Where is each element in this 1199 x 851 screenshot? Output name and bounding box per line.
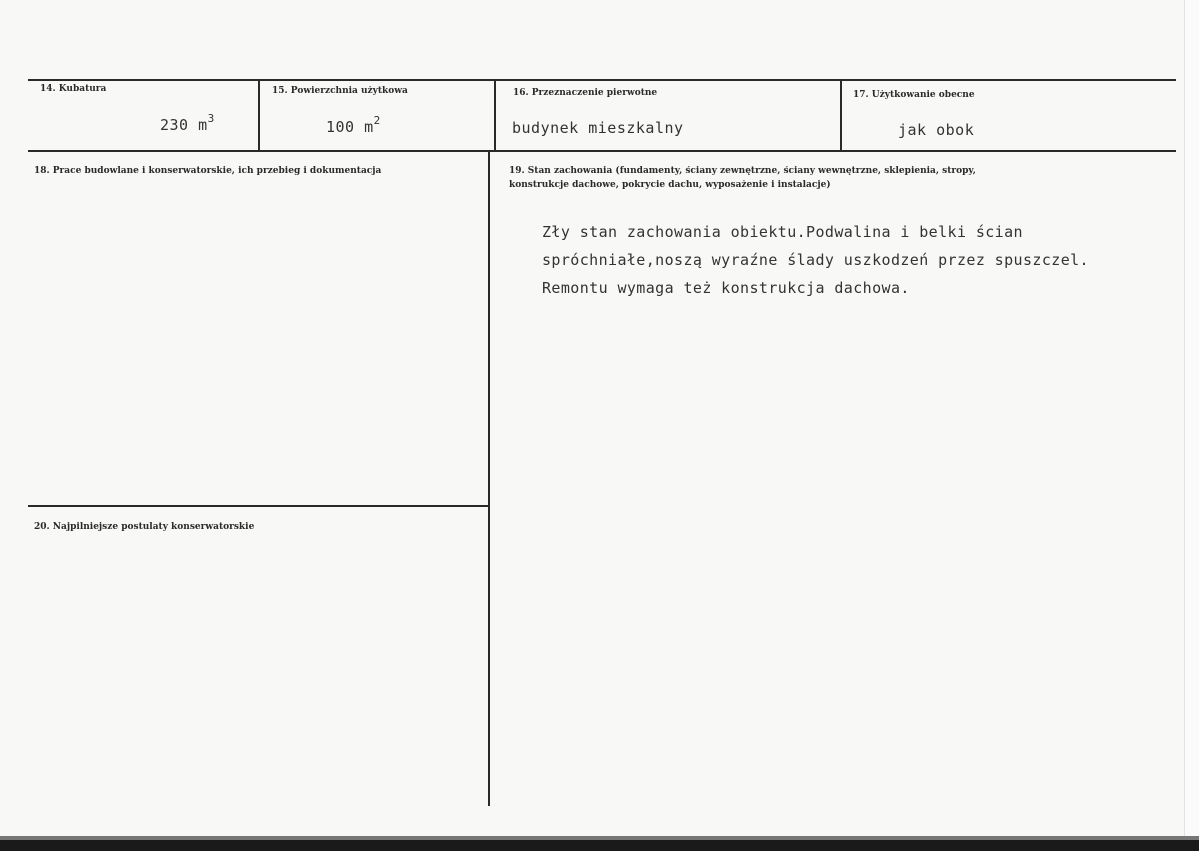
- field-20-label: 20. Najpilniejsze postulaty konserwatorskie: [34, 522, 255, 532]
- scan-bottom-band-edge: [0, 836, 1199, 840]
- field-15-value: [326, 116, 381, 136]
- row-divider-rule: [28, 150, 1176, 152]
- field-17-value: jak obok: [898, 121, 975, 139]
- left-section-divider-rule: [28, 505, 490, 507]
- field-18-label: 18. Prace budowlane i konserwatorskie, ich przebieg i dokumentacja: [34, 166, 382, 176]
- field-17-label: 17. Użytkowanie obecne: [853, 90, 975, 100]
- field-19-label-line-1: 19. Stan zachowania (fundamenty, ściany zewnętrzne, ściany wewnętrzne, sklepienia, stropy,: [509, 166, 976, 176]
- field-14-value-text: 230 m: [160, 116, 208, 134]
- field-19-label-line-2: konstrukcje dachowe, pokrycie dachu, wyposażenie i instalacje): [509, 180, 831, 190]
- field-15-value-exponent: 2: [373, 114, 381, 127]
- field-15-value-text: 100 m: [326, 118, 374, 136]
- field-14-label: 14. Kubatura: [40, 84, 107, 94]
- field-16-value: budynek mieszkalny: [512, 119, 684, 137]
- field-19-text-line-2: spróchniałe,noszą wyraźne ślady uszkodzeń przez spuszczel.: [542, 251, 1089, 269]
- field-15-label: 15. Powierzchnia użytkowa: [272, 86, 408, 96]
- divider-15-16: [494, 79, 496, 151]
- divider-14-15: [258, 79, 260, 151]
- main-vertical-divider: [488, 150, 490, 806]
- field-19-text: [542, 218, 1089, 302]
- field-14-value: [160, 114, 215, 134]
- field-19-text-line-1: Zły stan zachowania obiektu.Podwalina i belki ścian: [542, 223, 1023, 241]
- scan-bottom-band: [0, 836, 1199, 851]
- field-16-label: 16. Przeznaczenie pierwotne: [513, 88, 658, 98]
- page-edge: [1184, 0, 1199, 836]
- divider-16-17: [840, 79, 842, 151]
- top-rule: [28, 79, 1176, 81]
- field-14-value-exponent: 3: [207, 112, 215, 125]
- field-19-text-line-3: Remontu wymaga też konstrukcja dachowa.: [542, 279, 910, 297]
